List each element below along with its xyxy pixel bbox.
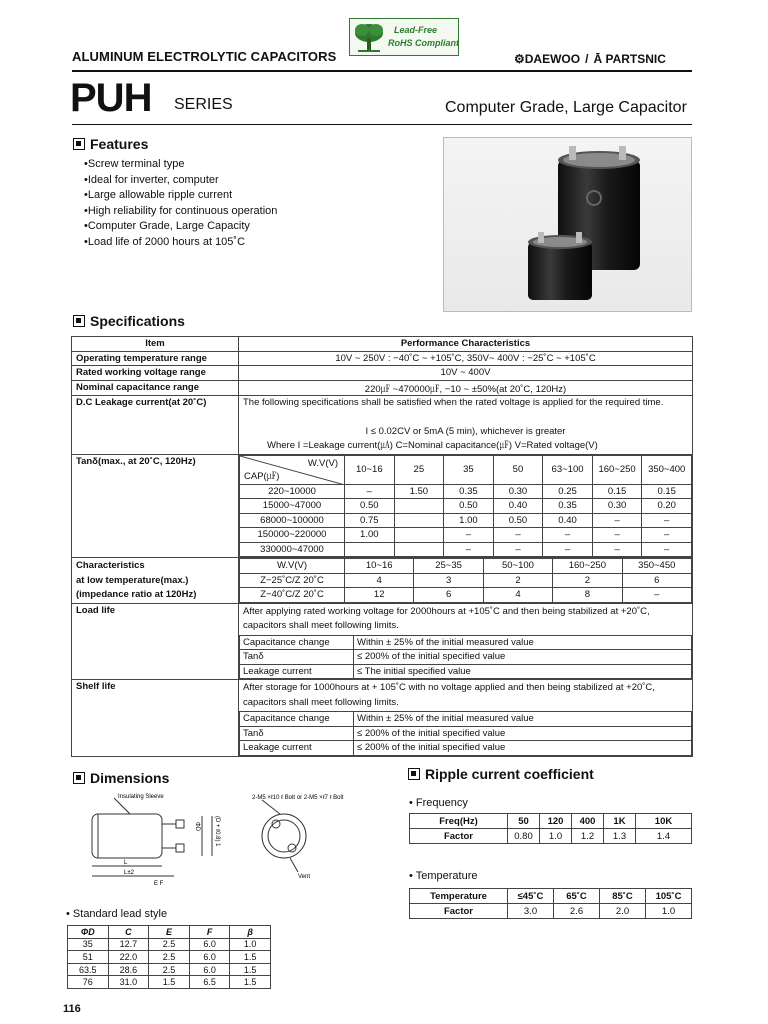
load-life-text: After applying rated working voltage for 2000hours at +105˚C and then being stabilized at +20˚C, capacitors shall meet following limits. xyxy=(243,605,650,631)
shelf-life-label: Shelf life xyxy=(72,680,239,757)
feature-item: • Load life of 2000 hours at 105˚C xyxy=(84,235,277,251)
dc-leakage-label: D.C Leakage current(at 20˚C) xyxy=(72,395,239,454)
square-bullet-icon xyxy=(73,315,85,327)
feature-item: • Ideal for inverter, computer xyxy=(84,173,277,189)
shelf-life-table xyxy=(239,711,692,756)
category-title: ALUMINUM ELECTROLYTIC CAPACITORS xyxy=(72,49,337,64)
tan-delta-table: W.V(V) CAP(㎌) 10~16 25 35 50 63~100 160~250 350~400 220~10000 – 1.50 0.35 0.30 0.25 0.15 0.15 15000~47000 0.50 0.50 0.40 0.35 0.30 0.20 68000~100000 0.75 1.00 0.50 0.40 – – 150000~220000 1.00 – – – – – 330000~47000 – – – – – xyxy=(239,455,692,558)
dc-leakage-value: The following specifications shall be satisfied when the rated voltage is applied for the required time. I ≤ 0.02CV or 5mA (5 min), whichever is greater Where I =Leakage current(㎂) C=Nominal capacitance(㎌) V=Rated voltage(V) xyxy=(239,395,693,454)
frequency-table: Freq(Hz) 50 120 400 1K 10K Factor 0.80 1.0 1.2 1.3 1.4 xyxy=(409,813,692,844)
table-row: Factor 3.0 2.6 2.0 1.0 xyxy=(410,904,692,919)
table-row: Z−25˚C/Z 20˚C 4 3 2 2 6 xyxy=(240,573,692,588)
partsnic-logo: Ᾱ PARTSNIC xyxy=(593,52,666,66)
ripple-heading: Ripple current coefficient xyxy=(408,766,594,782)
feature-item: • Computer Grade, Large Capacity xyxy=(84,219,277,235)
insulating-sleeve-label: Insulating Sleeve xyxy=(118,794,164,800)
diag-header-cell: W.V(V) CAP(㎌) xyxy=(240,455,345,484)
table-row: Leakage current ≤ 200% of the initial specified value xyxy=(240,741,692,756)
feature-item: • High reliability for continuous operation xyxy=(84,204,277,220)
square-bullet-icon xyxy=(73,138,85,150)
series-code: PUH xyxy=(70,76,152,120)
table-row: 330000~47000 – – – – – xyxy=(240,542,692,557)
table-row: 15000~47000 0.50 0.50 0.40 0.35 0.30 0.20 xyxy=(240,499,692,514)
rohs-line1: Lead-Free xyxy=(394,25,438,35)
temperature-caption: • Temperature xyxy=(409,870,478,882)
square-bullet-icon xyxy=(408,768,420,780)
table-row: 220~10000 – 1.50 0.35 0.30 0.25 0.15 0.15 xyxy=(240,484,692,499)
shelf-life-text: After storage for 1000hours at + 105˚C with no voltage applied and then being stabilized at +20˚C, capacitors shall meet following limits. xyxy=(243,682,655,708)
brand-logos: ⚙DAEWOO / Ᾱ PARTSNIC xyxy=(514,52,666,66)
op-temp-value: 10V ~ 250V : −40˚C ~ +105˚C, 350V~ 400V : −25˚C ~ +105˚C xyxy=(239,351,693,366)
product-photo xyxy=(443,137,692,312)
col-item: Item xyxy=(72,337,239,352)
ef-label: E F xyxy=(154,881,164,887)
low-temp-label: Characteristics at low temperature(max.) (impedance ratio at 120Hz) xyxy=(72,558,239,604)
length-label: L xyxy=(124,860,128,866)
table-row: Tanδ ≤ 200% of the initial specified value xyxy=(240,726,692,741)
table-row: 150000~220000 1.00 – – – – – xyxy=(240,528,692,543)
capacitor-illustration xyxy=(444,138,692,312)
features-list xyxy=(84,157,277,250)
vent-label: Vent xyxy=(298,874,311,880)
nominal-cap-label: Nominal capacitance range xyxy=(72,380,239,395)
load-life-table xyxy=(239,635,692,680)
bolt-note: 2-M5 ×ℓ10 ℓ Bolt or 2-M5 ×ℓ7 ℓ Bolt xyxy=(252,795,344,801)
load-life-label: Load life xyxy=(72,603,239,680)
rated-voltage-label: Rated working voltage range xyxy=(72,366,239,381)
feature-item: • Large allowable ripple current xyxy=(84,188,277,204)
square-bullet-icon xyxy=(73,772,85,784)
series-word: SERIES xyxy=(174,96,233,113)
header-rule xyxy=(72,70,692,72)
tan-delta-label: Tanδ(max., at 20˚C, 120Hz) xyxy=(72,454,239,558)
table-row: 35 12.7 2.5 6.0 1.0 xyxy=(68,938,271,951)
dimensions-heading: Dimensions xyxy=(73,770,169,786)
table-row: Z−40˚C/Z 20˚C 12 6 4 8 – xyxy=(240,588,692,603)
capacitor-outline-drawing xyxy=(84,792,374,887)
tree-icon xyxy=(354,22,384,54)
op-temp-label: Operating temperature range xyxy=(72,351,239,366)
table-row: 63.5 28.6 2.5 6.0 1.5 xyxy=(68,963,271,976)
rated-voltage-value: 10V ~ 400V xyxy=(239,366,693,381)
specifications-heading: Specifications xyxy=(73,313,185,329)
nominal-cap-value: 220㎌ ~470000㎌, −10 ~ ±50%(at 20˚C, 120Hz) xyxy=(239,380,693,395)
table-row: 51 22.0 2.5 6.0 1.5 xyxy=(68,951,271,964)
phi-d-label: ΦD xyxy=(194,822,200,832)
table-row: Capacitance change Within ± 25% of the initial measured value xyxy=(240,635,692,650)
rohs-badge xyxy=(349,18,459,56)
table-row: Tanδ ≤ 200% of the initial specified value xyxy=(240,650,692,665)
features-heading: Features xyxy=(73,136,148,152)
daewoo-logo: ⚙DAEWOO xyxy=(514,52,581,66)
page-subtitle: Computer Grade, Large Capacitor xyxy=(445,99,687,116)
subtitle-rule xyxy=(72,124,692,125)
length-tol-label: L±2 xyxy=(124,870,134,876)
specifications-table xyxy=(71,336,693,757)
low-temp-table: W.V(V) 10~16 25~35 50~100 160~250 350~450 Z−25˚C/Z 20˚C 4 3 2 2 6 Z−40˚C/Z 20˚C 12 6 4 8 – xyxy=(239,558,692,603)
frequency-caption: • Frequency xyxy=(409,797,468,809)
rohs-line2: RoHS Compliant xyxy=(388,38,459,48)
table-row: 76 31.0 1.5 6.5 1.5 xyxy=(68,976,271,989)
temperature-table: Temperature ≤45˚C 65˚C 85˚C 105˚C Factor 3.0 2.6 2.0 1.0 xyxy=(409,888,692,919)
lead-style-table: ΦD C E F β 35 12.7 2.5 6.0 1.0 51 22.0 2.5 6.0 1.5 63.5 28.6 2.5 6.0 1.5 76 31.0 1.5 6.5 1.5 xyxy=(67,925,271,989)
d-tol-label: (D + ℓ0.8) 1 xyxy=(214,816,220,847)
page-number: 116 xyxy=(63,1003,81,1015)
table-row: 68000~100000 0.75 1.00 0.50 0.40 – – xyxy=(240,513,692,528)
feature-item: • Screw terminal type xyxy=(84,157,277,173)
table-row: Capacitance change Within ± 25% of the initial measured value xyxy=(240,712,692,727)
table-row: Leakage current ≤ The initial specified value xyxy=(240,664,692,679)
table-row: Factor 0.80 1.0 1.2 1.3 1.4 xyxy=(410,829,692,844)
col-performance: Performance Characteristics xyxy=(239,337,693,352)
lead-style-caption: • Standard lead style xyxy=(66,908,168,920)
dimension-drawing xyxy=(84,792,374,887)
